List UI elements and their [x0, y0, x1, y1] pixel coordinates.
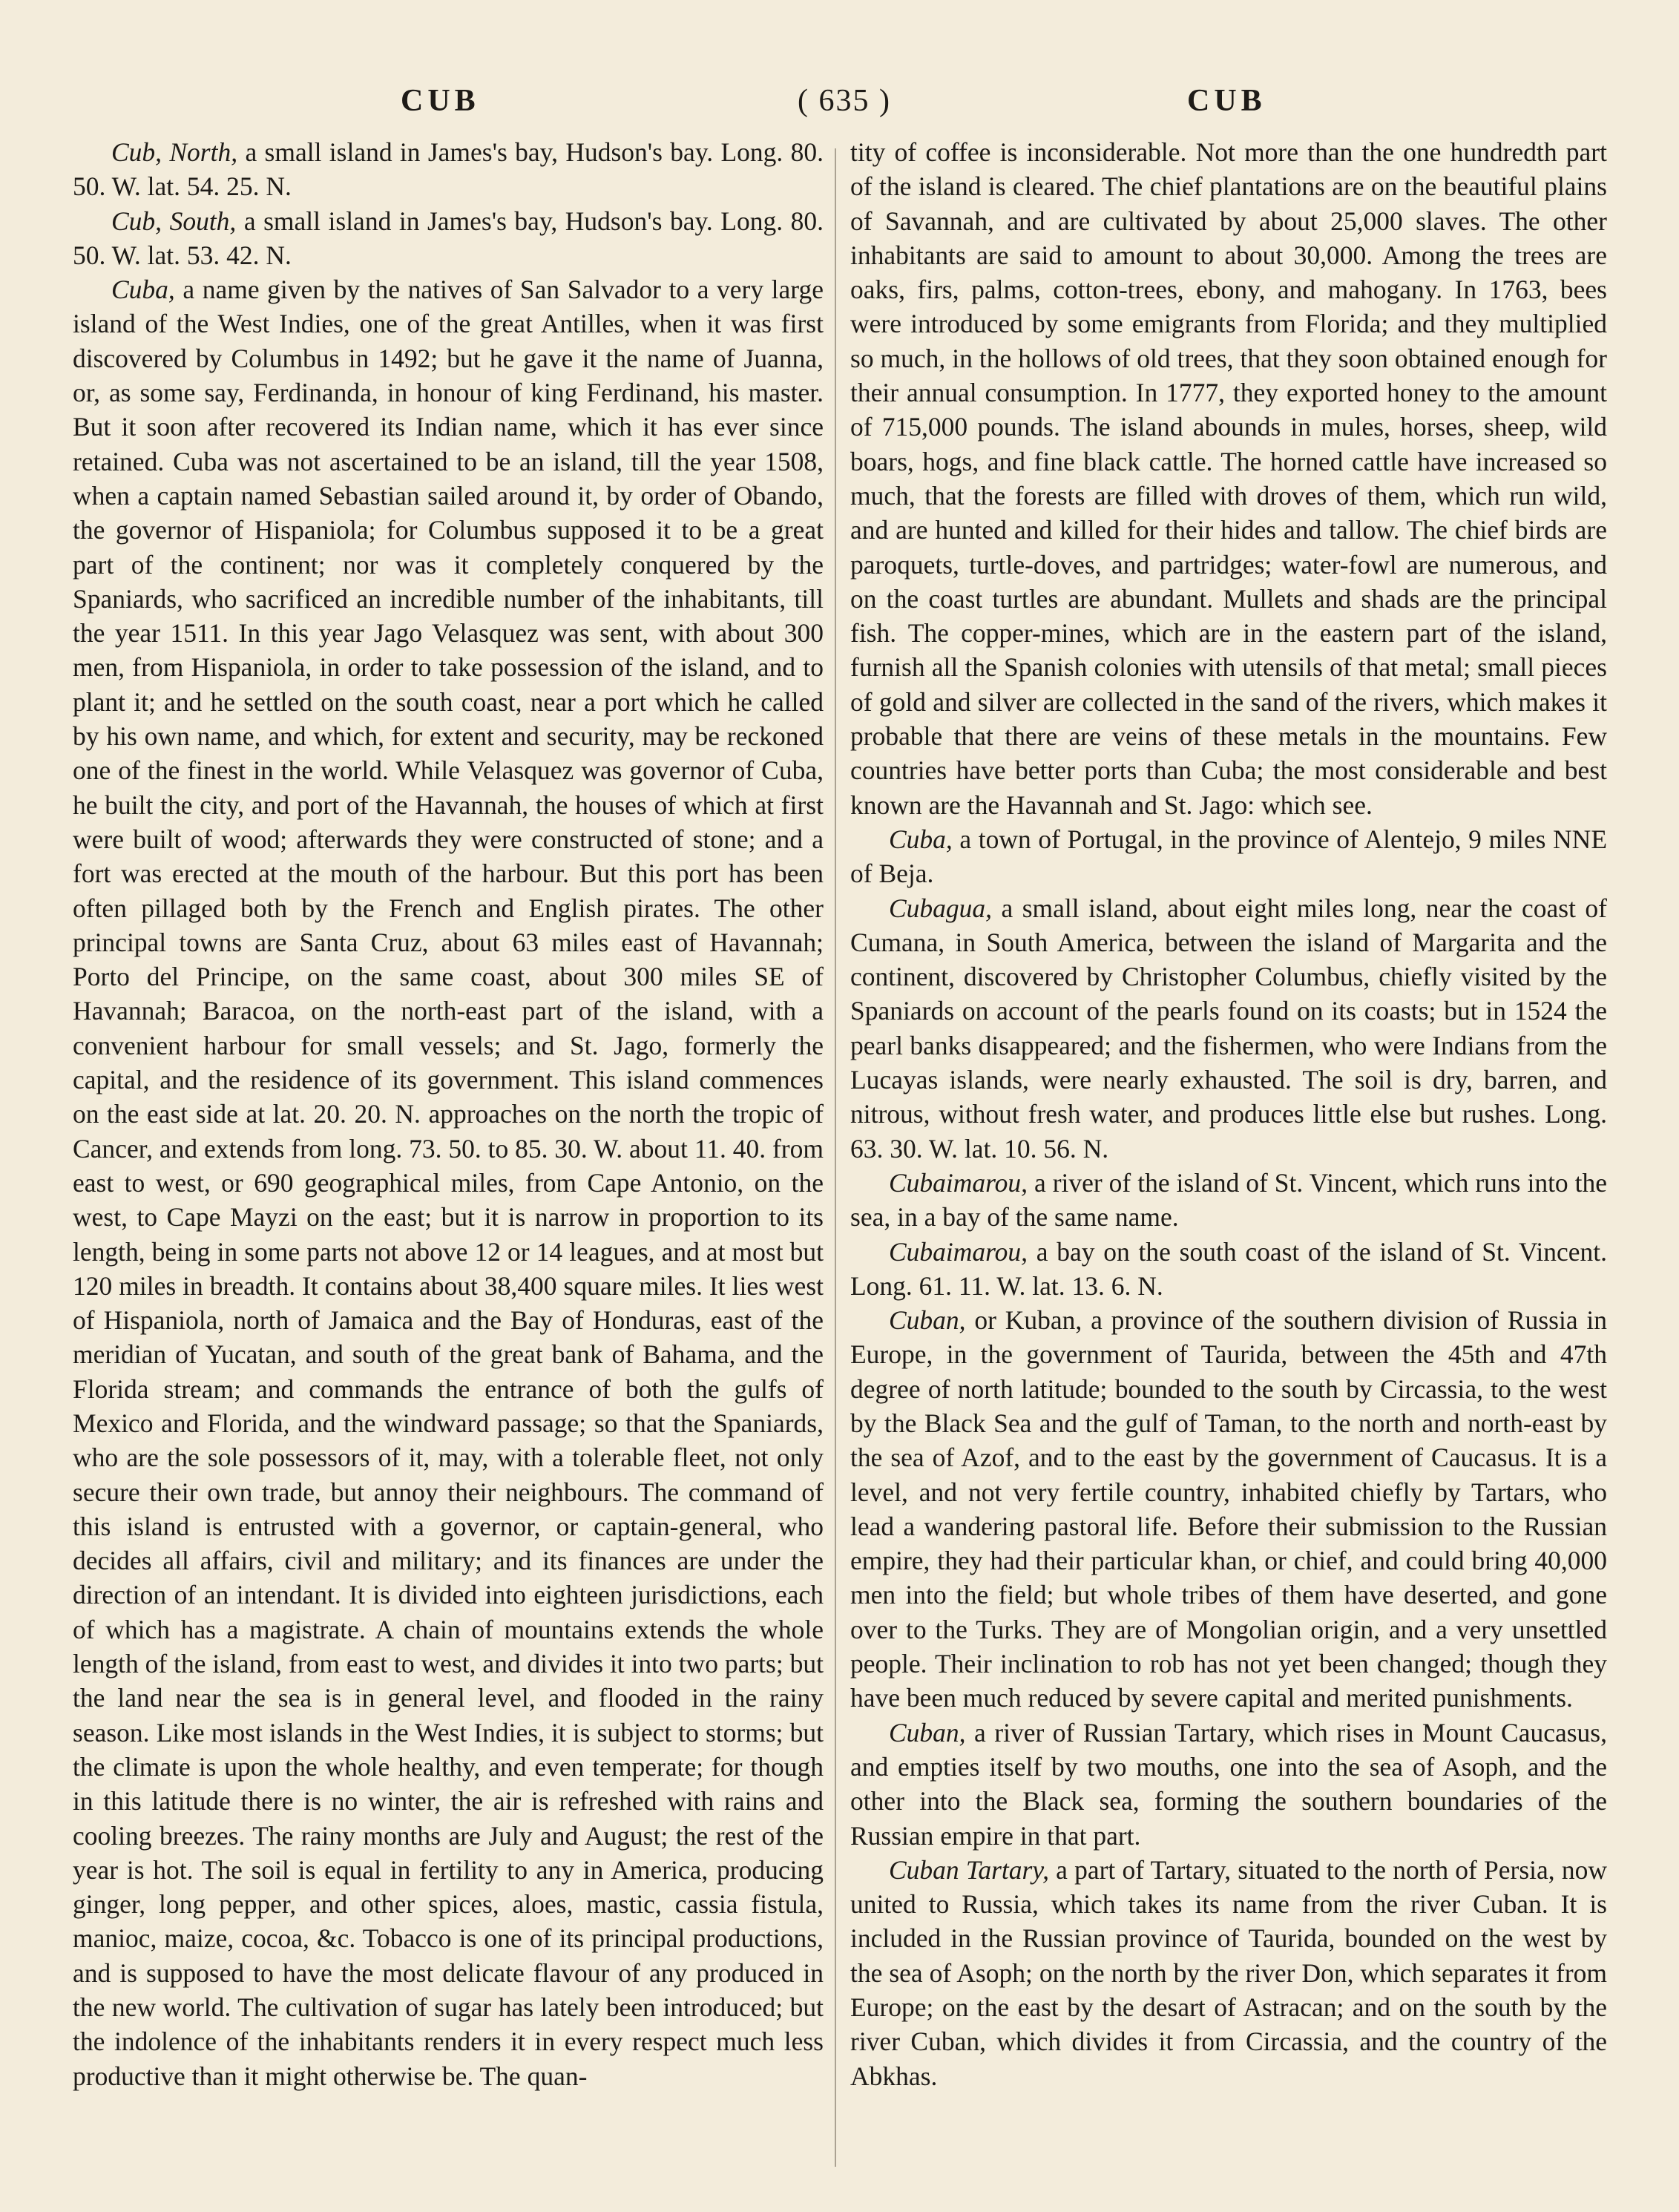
entry-cuban-tartary	[850, 1853, 1607, 2093]
entry-text: a small island, about eight miles long, near the coast of Cumana, in South America, between the island of Margarita and the continent, discovered by Christopher Columbus, chiefly visited by the Spaniards on account of the pearls found on its coasts; but in 1524 the pearl banks disappeared; and the fishermen, who were Indians from the Lucayas islands, were nearly exhausted. The soil is dry, barren, and nitrous, without fresh water, and produces little else but rushes. Long. 63. 30. W. lat. 10. 56. N.	[850, 893, 1607, 1164]
page-number: ( 635 )	[798, 84, 891, 118]
column-divider	[835, 148, 836, 2167]
entry-cub-north	[73, 135, 824, 204]
entry-text: tity of coffee is inconsiderable. Not more than the one hundredth part of the island is cleared. The chief plantations are on the beautiful plains of Savannah, and are cultivated by about 25,000 slaves. The other inhabitants are said to amount to about 30,000. Among the trees are oaks, firs, palms, cotton-trees, ebony, and mahogany. In 1763, bees were introduced by some emigrants from Florida; and they multiplied so much, in the hollows of old trees, that they soon obtained enough for their annual consumption. In 1777, they exported honey to the amount of 715,000 pounds. The island abounds in mules, horses, sheep, wild boars, hogs, and fine black cattle. The horned cattle have increased so much, that the forests are filled with droves of them, which run wild, and are hunted and killed for their hides and tallow. The chief birds are paroquets, turtle-doves, and partridges; water-fowl are numerous, and on the coast turtles are abundant. Mullets and shads are the principal fish. The copper-mines, which are in the eastern part of the island, furnish all the Spanish colonies with utensils of that metal; small pieces of gold and silver are collected in the sand of the rivers, which makes it probable that there are veins of these metals in the mountains. Few countries have better ports than Cuba; the most considerable and best known are the Havannah and St. Jago: which see.	[850, 137, 1607, 820]
running-head	[0, 83, 1679, 128]
entry-text: a river of Russian Tartary, which rises in Mount Caucasus, and empties itself by two mouths, one into the sea of Asoph, and the other into the Black sea, forming the southern boundaries of the Russian empire in that part.	[850, 1717, 1607, 1851]
running-head-right: CUB	[1187, 84, 1266, 118]
entry-term: Cub, North,	[111, 137, 238, 167]
entry-term: Cubagua,	[889, 893, 993, 923]
entry-term: Cuban,	[889, 1717, 966, 1747]
entry-cub-south	[73, 204, 824, 273]
entry-text: a river of the island of St. Vincent, which runs into the sea, in a bay of the same name.	[850, 1167, 1607, 1233]
entry-text: a small island in James's bay, Hudson's bay. Long. 80. 50. W. lat. 54. 25. N.	[73, 137, 824, 202]
entry-text: a name given by the natives of San Salvador to a very large island of the West Indies, one of the great Antilles, when it was first discovered by Columbus in 1492; but he gave it the name of Juanna, or, as some say, Ferdinanda, in honour of king Ferdinand, his master. But it soon after recovered its Indian name, which it has ever since retained. Cuba was not ascertained to be an island, till the year 1508, when a captain named Sebastian sailed around it, by order of Obando, the governor of Hispaniola; for Columbus supposed it to be a great part of the continent; nor was it completely conquered by the Spaniards, who sacrificed an incredible number of the inhabitants, till the year 1511. In this year Jago Velasquez was sent, with about 300 men, from Hispaniola, in order to take possession of the island, and to plant it; and he settled on the south coast, near a port which he called by his own name, and which, for extent and security, may be reckoned one of the finest in the world. While Velasquez was governor of Cuba, he built the city, and port of the Havannah, the houses of which at first were built of wood; afterwards they were constructed of stone; and a fort was erected at the mouth of the harbour. But this port has been often pillaged both by the French and English pirates. The other principal towns are Santa Cruz, about 63 miles east of Havannah; Porto del Principe, on the same coast, about 300 miles SE of Havannah; Baracoa, on the north-east part of the island, with a convenient harbour for small vessels; and St. Jago, formerly the capital, and the residence of its government. This island commences on the east side at lat. 20. 20. N. approaches on the north the tropic of Cancer, and extends from long. 73. 50. to 85. 30. W. about 11. 40. from east to west, or 690 geographical miles, from Cape Antonio, on the west, to Cape Mayzi on the east; but it is narrow in proportion to its length, being in some parts not above 12 or 14 leagues, and at most but 120 miles in breadth. It contains about 38,400 square miles. It lies west of Hispaniola, north of Jamaica and the Bay of Honduras, east of the meridian of Yucatan, and south of the great bank of Bahama, and the Florida stream; and commands the entrance of both the gulfs of Mexico and Florida, and the windward passage; so that the Spaniards, who are the sole possessors of it, may, with a tolerable fleet, not only secure their own trade, but annoy their neighbours. The command of this island is entrusted with a governor, or captain-general, who decides all affairs, civil and military; and its finances are under the direction of an intendant. It is divided into eighteen jurisdictions, each of which has a magistrate. A chain of mountains extends the whole length of the island, from east to west, and divides it into two parts; but the land near the sea is in general level, and flooded in the rainy season. Like most islands in the West Indies, it is subject to storms; but the climate is upon the whole healthy, and even temperate; for though in this latitude there is no winter, the air is refreshed with rains and cooling breezes. The rainy months are July and August; the rest of the year is hot. The soil is equal in fertility to any in America, producing ginger, long pepper, and other spices, aloes, mastic, cassia fistula, manioc, maize, cocoa, &c. Tobacco is one of its principal productions, and is supposed to have the most delicate flavour of any produced in the new world. The cultivation of sugar has lately been introduced; but the indolence of the inhabitants renders it in every respect much less productive than it might otherwise be. The quan-	[73, 275, 824, 2091]
entry-cuba-town	[850, 822, 1607, 891]
entry-term: Cubaimarou,	[889, 1167, 1028, 1198]
entry-text: a part of Tartary, situated to the north of Persia, now united to Russia, which takes its name from the river Cuban. It is included in the Russian province of Taurida, bounded on the west by the sea of Asoph; on the north by the river Don, which separates it from Europe; on the east by the desart of Astracan; and on the south by the river Cuban, which divides it from Circassia, and the country of the Abkhas.	[850, 1854, 1607, 2091]
entry-cubaimarou-bay	[850, 1235, 1607, 1304]
entry-cuba-island	[73, 272, 824, 2093]
entry-text: a bay on the south coast of the island of St. Vincent. Long. 61. 11. W. lat. 13. 6. N.	[850, 1236, 1607, 1301]
entry-term: Cubaimarou,	[889, 1236, 1028, 1267]
entry-term: Cuba,	[889, 824, 953, 854]
entry-cubaimarou-river	[850, 1166, 1607, 1235]
entry-term: Cuban Tartary,	[889, 1854, 1049, 1885]
left-column	[73, 135, 824, 2093]
entry-text: a small island in James's bay, Hudson's bay. Long. 80. 50. W. lat. 53. 42. N.	[73, 206, 824, 270]
entry-cubagua	[850, 891, 1607, 1166]
running-head-left: CUB	[401, 84, 480, 118]
entry-text: or Kuban, a province of the southern division of Russia in Europe, in the government of Taurida, between the 45th and 47th degree of north latitude; bounded to the south by Circassia, to the west by the Black Sea and the gulf of Taman, to the north and north-east by the sea of Azof, and to the east by the government of Caucasus. It is a level, and not very fertile country, inhabited chiefly by Tartars, who lead a wandering pastoral life. Before their submission to the Russian empire, they had their particular khan, or chief, and could bring 40,000 men into the field; but whole tribes of them have deserted, and gone over to the Turks. They are of Mongolian origin, and a very unsettled people. Their inclination to rob has not yet been changed; though they have been much reduced by severe capital and merited punishments.	[850, 1305, 1607, 1713]
entry-cuban-river	[850, 1716, 1607, 1853]
right-column	[850, 135, 1607, 2093]
entry-cuban-province	[850, 1303, 1607, 1716]
entry-cuba-continued	[850, 135, 1607, 822]
entry-term: Cuba,	[111, 275, 175, 305]
entry-term: Cuban,	[889, 1305, 966, 1336]
entry-text: a town of Portugal, in the province of Alentejo, 9 miles NNE of Beja.	[850, 824, 1607, 889]
entry-term: Cub, South,	[111, 206, 237, 236]
